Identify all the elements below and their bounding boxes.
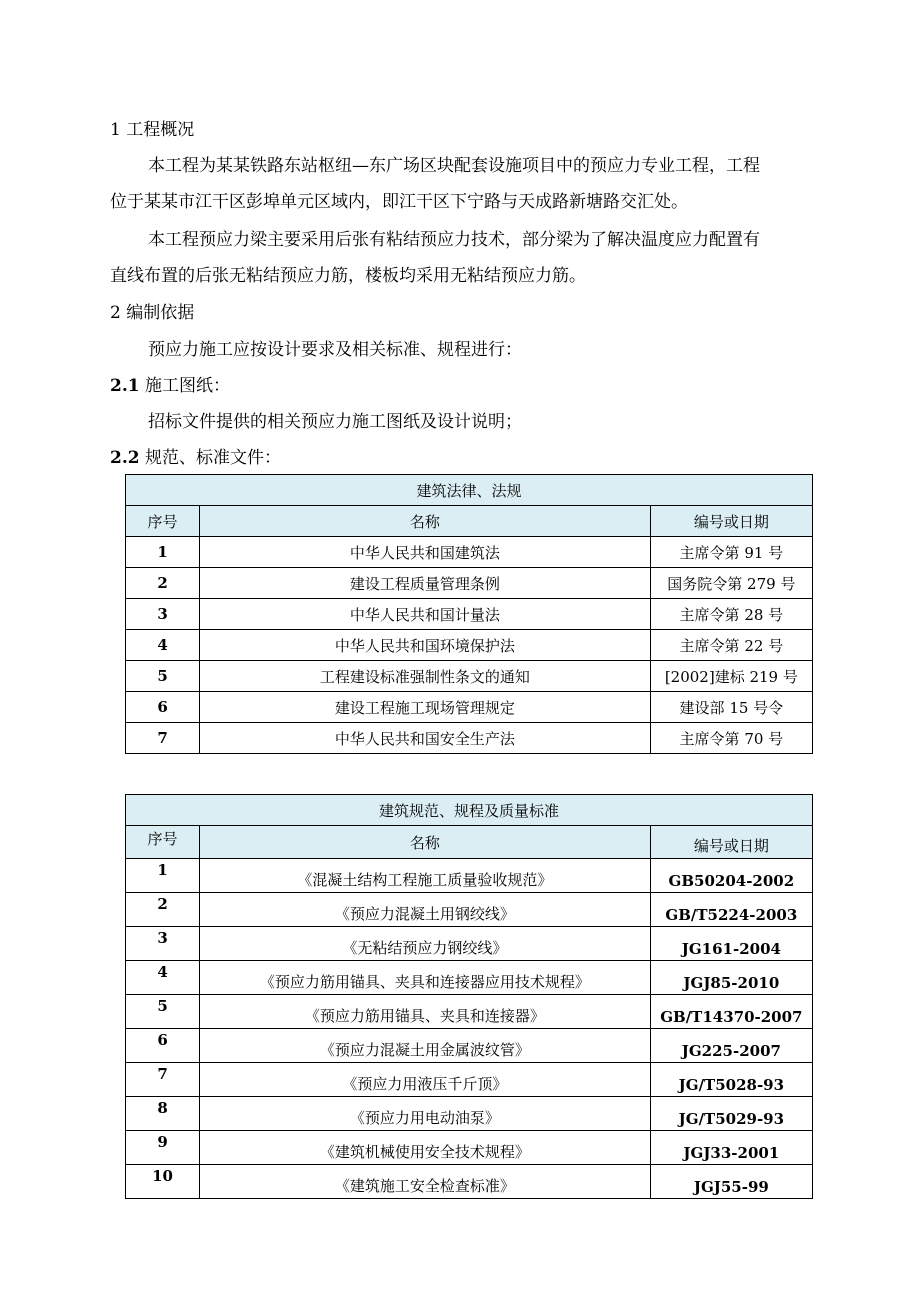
table-row [126, 927, 813, 961]
table-row [126, 1029, 813, 1063]
row-code: 主席令第 22 号 [650, 630, 812, 661]
row-code: 建设部 15 号令 [650, 692, 812, 723]
subsection-2-1-label: 施工图纸： [139, 376, 230, 396]
row-name: 《预应力筋用锚具、夹具和连接器应用技术规程》 [200, 961, 651, 995]
table-caption: 建筑法律、法规 [126, 475, 813, 506]
row-name: 《混凝土结构工程施工质量验收规范》 [200, 859, 651, 893]
row-index: 2 [126, 568, 200, 599]
subsection-2-2-label: 规范、标准文件： [139, 448, 281, 468]
row-name: 工程建设标准强制性条文的通知 [200, 661, 651, 692]
section-1-heading: 1 工程概况 [110, 120, 195, 140]
row-index: 3 [126, 599, 200, 630]
table-caption: 建筑规范、规程及质量标准 [126, 795, 813, 826]
row-code: JG225-2007 [650, 1029, 812, 1063]
row-name: 中华人民共和国建筑法 [200, 537, 651, 568]
column-header-index: 序号 [126, 826, 200, 859]
row-name: 《无粘结预应力钢绞线》 [200, 927, 651, 961]
row-name: 中华人民共和国计量法 [200, 599, 651, 630]
row-name: 中华人民共和国安全生产法 [200, 723, 651, 754]
table-row [126, 1165, 813, 1199]
row-index: 6 [126, 1029, 200, 1063]
row-index: 10 [126, 1165, 200, 1199]
column-header-name: 名称 [200, 826, 651, 859]
table-row [126, 1063, 813, 1097]
subsection-2-1-heading [110, 374, 920, 398]
row-code: JG/T5029-93 [650, 1097, 812, 1131]
subsection-2-1-number: 2.1 [110, 376, 140, 396]
table-row [126, 599, 813, 630]
row-code: JGJ55-99 [650, 1165, 812, 1199]
row-index: 8 [126, 1097, 200, 1131]
section-1-paragraph-2-line-1: 本工程预应力梁主要采用后张有粘结预应力技术，部分梁为了解决温度应力配置有 [148, 230, 760, 250]
row-name: 《预应力混凝土用钢绞线》 [200, 893, 651, 927]
column-header-code: 编号或日期 [650, 506, 812, 537]
section-2-intro: 预应力施工应按设计要求及相关标准、规程进行： [148, 340, 522, 360]
table-row [126, 1097, 813, 1131]
row-code: 主席令第 91 号 [650, 537, 812, 568]
row-code: JGJ85-2010 [650, 961, 812, 995]
row-code: 主席令第 70 号 [650, 723, 812, 754]
table-row [126, 537, 813, 568]
row-name: 《预应力筋用锚具、夹具和连接器》 [200, 995, 651, 1029]
standards-table [125, 794, 813, 1199]
row-name: 《建筑施工安全检查标准》 [200, 1165, 651, 1199]
row-name: 《预应力混凝土用金属波纹管》 [200, 1029, 651, 1063]
row-index: 2 [126, 893, 200, 927]
row-name: 中华人民共和国环境保护法 [200, 630, 651, 661]
table-row [126, 661, 813, 692]
row-code: GB50204-2002 [650, 859, 812, 893]
row-code: JG161-2004 [650, 927, 812, 961]
row-name: 建设工程施工现场管理规定 [200, 692, 651, 723]
row-code: JG/T5028-93 [650, 1063, 812, 1097]
table-row [126, 859, 813, 893]
table-row [126, 723, 813, 754]
section-2-heading: 2 编制依据 [110, 303, 195, 323]
row-index: 4 [126, 961, 200, 995]
table-row [126, 893, 813, 927]
row-index: 9 [126, 1131, 200, 1165]
column-header-code: 编号或日期 [650, 826, 812, 859]
row-index: 1 [126, 537, 200, 568]
subsection-2-2-number: 2.2 [110, 448, 140, 468]
table-row [126, 568, 813, 599]
row-index: 7 [126, 723, 200, 754]
row-index: 4 [126, 630, 200, 661]
column-header-index: 序号 [126, 506, 200, 537]
row-code: GB/T14370-2007 [650, 995, 812, 1029]
row-index: 5 [126, 995, 200, 1029]
section-1-paragraph-2-line-2: 直线布置的后张无粘结预应力筋，楼板均采用无粘结预应力筋。 [110, 266, 586, 286]
column-header-name: 名称 [200, 506, 651, 537]
table-row [126, 995, 813, 1029]
row-index: 5 [126, 661, 200, 692]
section-1-paragraph-1-line-1: 本工程为某某铁路东站枢纽—东广场区块配套设施项目中的预应力专业工程，工程 [148, 156, 760, 176]
row-name: 《建筑机械使用安全技术规程》 [200, 1131, 651, 1165]
section-1-paragraph-1-line-2: 位于某某市江干区彭埠单元区域内，即江干区下宁路与天成路新塘路交汇处。 [110, 192, 688, 212]
subsection-2-1-text: 招标文件提供的相关预应力施工图纸及设计说明； [148, 412, 522, 432]
row-code: JGJ33-2001 [650, 1131, 812, 1165]
row-code: 国务院令第 279 号 [650, 568, 812, 599]
row-index: 6 [126, 692, 200, 723]
table-row [126, 1131, 813, 1165]
table-row [126, 961, 813, 995]
table-row [126, 692, 813, 723]
row-code: 主席令第 28 号 [650, 599, 812, 630]
row-index: 7 [126, 1063, 200, 1097]
laws-regulations-table [125, 474, 813, 754]
row-name: 《预应力用液压千斤顶》 [200, 1063, 651, 1097]
row-code: GB/T5224-2003 [650, 893, 812, 927]
row-code: [2002]建标 219 号 [650, 661, 812, 692]
table-row [126, 630, 813, 661]
row-index: 1 [126, 859, 200, 893]
subsection-2-2-heading [110, 446, 920, 470]
row-name: 建设工程质量管理条例 [200, 568, 651, 599]
row-name: 《预应力用电动油泵》 [200, 1097, 651, 1131]
row-index: 3 [126, 927, 200, 961]
